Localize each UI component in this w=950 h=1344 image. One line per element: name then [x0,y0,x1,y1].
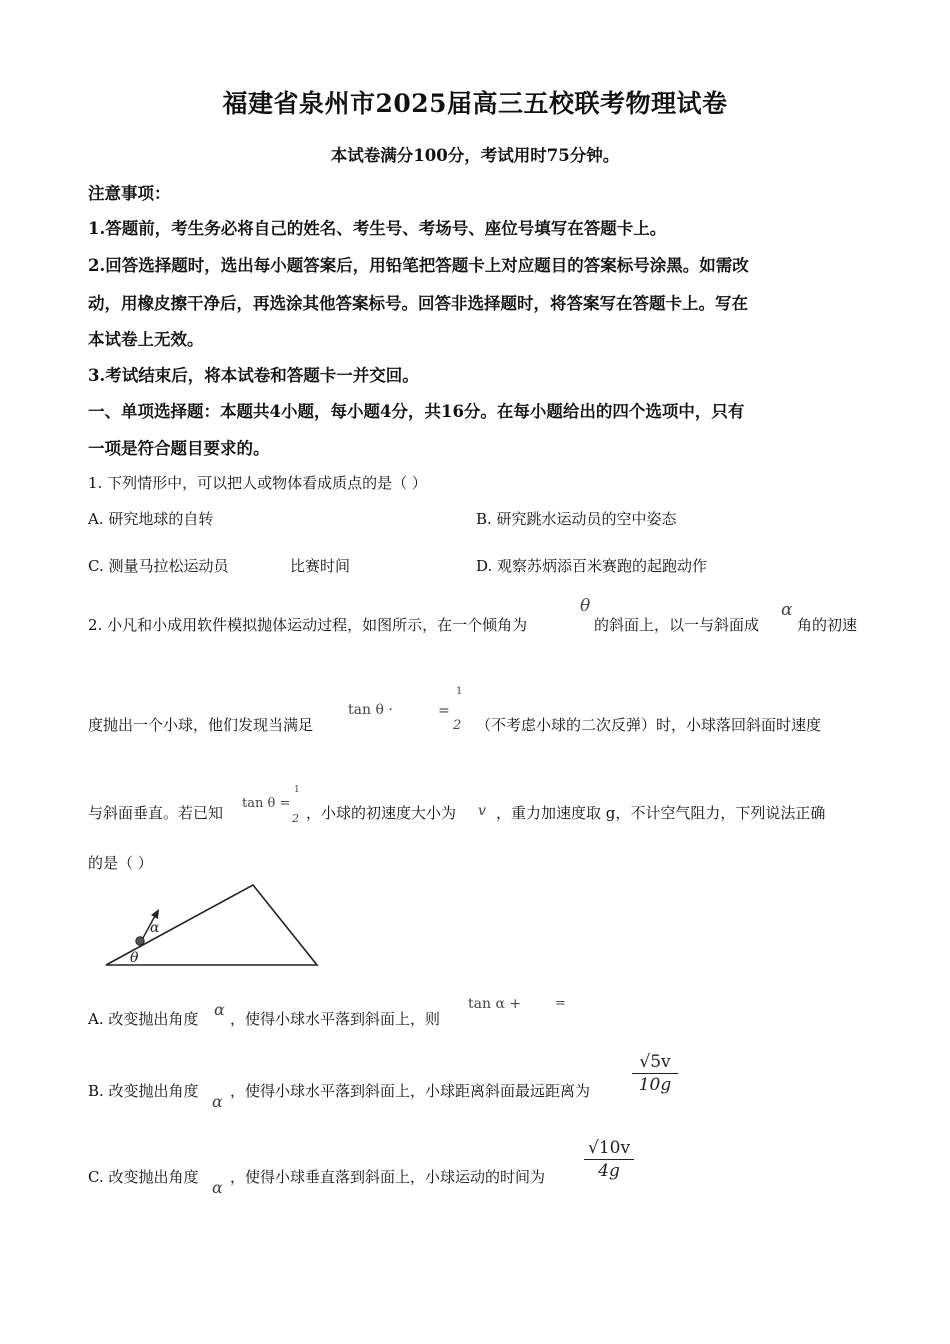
question-1-option-c-tail: 比赛时间 [290,557,351,575]
figure-theta-label: θ [130,950,139,966]
section-heading-line-1: 一、单项选择题：本题共4小题，每小题4分，共16分。在每小题给出的四个选项中，只有 [88,402,745,421]
option-a-equals: = [555,996,566,1011]
question-2-line-3c: ，重力加速度取 g，不计空气阻力，下列说法正确 [496,804,826,822]
question-1-option-d: D. 观察苏炳添百米赛跑的起跑动作 [476,557,708,575]
given-numerator: 1 [294,785,300,795]
notice-item-3: 3.考试结束后，将本试卷和答题卡一并交回。 [88,366,419,385]
question-1-stem: 1. 下列情形中，可以把人或物体看成质点的是（ ） [88,474,427,492]
section-heading-line-2: 一项是符合题目要求的。 [88,439,270,458]
question-2-line-1b: 的斜面上，以一与斜面成 [594,616,760,634]
option-b-numerator: √5v [639,1052,671,1072]
question-2-option-a-text: ，使得小球水平落到斜面上，则 [230,1010,441,1028]
question-2-option-b: B. 改变抛出角度 [88,1082,199,1100]
question-1-option-b: B. 研究跳水运动员的空中姿态 [476,510,677,528]
arrow-head [151,909,159,919]
question-2-line-1a: 2. 小凡和小成用软件模拟抛体运动过程，如图所示，在一个倾角为 [88,616,528,634]
question-2-line-2b: （不考虑小球的二次反弹）时，小球落回斜面时速度 [476,716,822,734]
notice-item-1: 1.答题前，考生务必将自己的姓名、考生号、考场号、座位号填写在答题卡上。 [88,219,667,238]
notice-heading: 注意事项： [88,184,171,203]
fraction-numerator: 1 [456,686,463,697]
notice-item-2-line-3: 本试卷上无效。 [88,330,204,349]
alpha-symbol: α [781,600,793,620]
option-b-alpha: α [212,1092,223,1111]
incline-diagram [100,880,324,972]
option-a-math: tan α + [468,996,522,1012]
question-1-option-c: C. 测量马拉松运动员 [88,557,229,575]
option-c-denominator: 4g [598,1161,620,1181]
ball [136,937,144,945]
question-2-line-3a: 与斜面垂直。若已知 [88,804,224,822]
page-title: 福建省泉州市2025届高三五校联考物理试卷 [222,89,728,118]
option-c-numerator: √10v [588,1138,631,1158]
question-2-option-c: C. 改变抛出角度 [88,1168,199,1186]
tan-theta-given: tan θ = [242,796,291,811]
fraction-denominator: 2 [453,718,462,733]
question-2-option-c-text: ，使得小球垂直落到斜面上，小球运动的时间为 [230,1168,546,1186]
question-2-line-4: 的是（ ） [88,854,153,872]
option-a-alpha: α [214,1000,225,1019]
option-b-fraction [632,1052,678,1095]
question-2-line-3b: ，小球的初速度大小为 [306,804,457,822]
theta-symbol: θ [580,596,591,616]
option-c-fraction [584,1138,634,1181]
notice-item-2-line-1: 2.回答选择题时，选出每小题答案后，用铅笔把答题卡上对应题目的答案标号涂黑。如需改 [88,256,749,275]
option-b-denominator: 10g [638,1075,672,1095]
question-1-option-a: A. 研究地球的自转 [88,510,214,528]
figure-alpha-label: α [150,920,160,936]
equals-sign: = [438,703,450,719]
given-denominator: 2 [292,812,299,825]
question-2-line-2a: 度抛出一个小球，他们发现当满足 [88,716,314,734]
tan-theta-expression: tan θ · [348,702,393,718]
velocity-symbol: v [478,803,486,819]
option-c-alpha: α [212,1178,223,1197]
exam-info: 本试卷满分100分，考试用时75分钟。 [330,146,620,165]
notice-item-2-line-2: 动，用橡皮擦干净后，再选涂其他答案标号。回答非选择题时，将答案写在答题卡上。写在 [88,294,748,313]
question-2-option-a: A. 改变抛出角度 [88,1010,199,1028]
question-2-line-1c: 角的初速 [797,616,858,634]
question-2-option-b-text: ，使得小球水平落到斜面上，小球距离斜面最远距离为 [230,1082,591,1100]
